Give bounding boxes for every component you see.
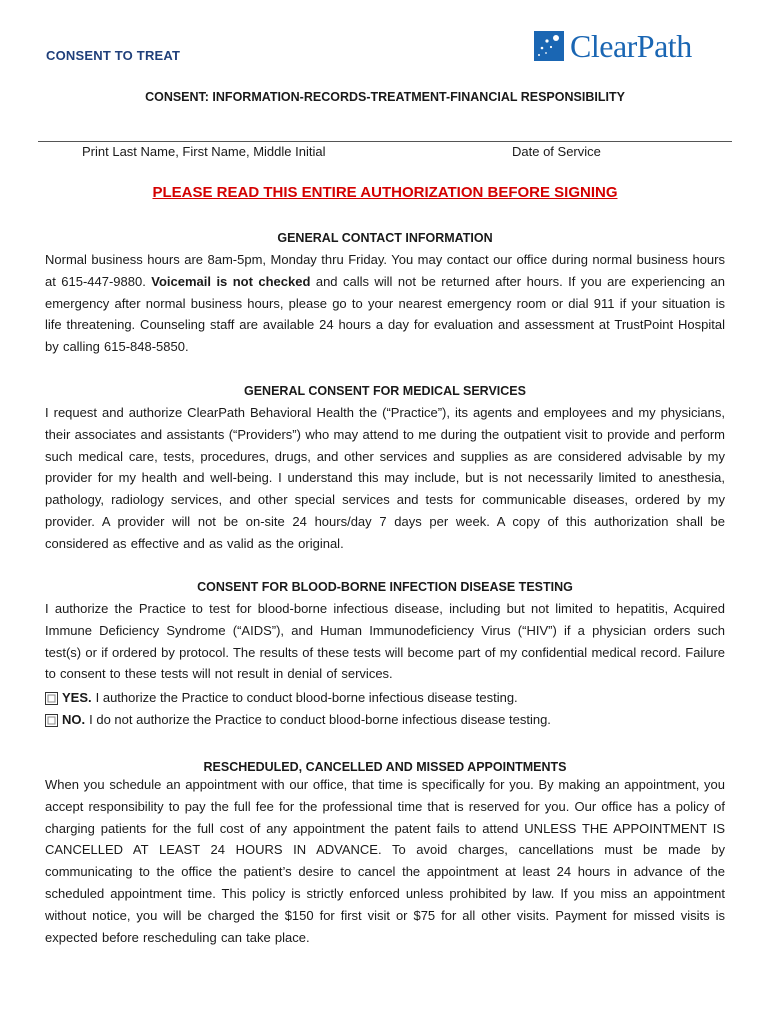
- appointments-section: [45, 760, 725, 948]
- blood-testing-heading: CONSENT FOR BLOOD-BORNE INFECTION DISEASE TESTING: [197, 580, 573, 594]
- blood-testing-section: [45, 580, 725, 731]
- name-field-label: Print Last Name, First Name, Middle Initial: [82, 144, 326, 159]
- form-title: CONSENT TO TREAT: [46, 48, 181, 63]
- medical-section: [45, 384, 725, 555]
- medical-text: I request and authorize ClearPath Behavioral Health the (“Practice”), its agents and employees and my physicians, their associates and assistants (“Providers”) who may attend to me during the outpatient visit to provide and perform such medical care, tests, procedures, drugs, and other services and supplies as are considered advisable by my provider for my health and well-being. I understand this may include, but is not necessarily limited to anesthesia, pathology, radiology services, and other special services and tests for communicable diseases, ordered by my provider. A provider will not be on-site 24 hours/day 7 days per week. A copy of this authorization shall be considered as effective and as valid as the original.: [45, 405, 725, 551]
- logo-text: ClearPath: [570, 28, 692, 64]
- contact-heading: GENERAL CONTACT INFORMATION: [277, 231, 493, 245]
- blood-testing-text: I authorize the Practice to test for blood-borne infectious disease, including but not limited to hepatitis, Acquired Immune Deficiency Syndrome (“AIDS”), and Human Immunodeficiency Virus (“HIV”) if a physician orders such test(s) or if ordered by protocol. The results of these tests will become part of my confidential medical record. Failure to consent to these tests will not result in denial of services.: [45, 601, 725, 682]
- medical-heading: GENERAL CONSENT FOR MEDICAL SERVICES: [244, 384, 526, 398]
- no-option[interactable]: [45, 709, 725, 731]
- yes-option[interactable]: [45, 687, 725, 709]
- no-text: I do not authorize the Practice to conduct blood-borne infectious disease testing.: [89, 712, 551, 728]
- yes-label: YES.: [62, 690, 92, 706]
- date-field-label: Date of Service: [512, 144, 601, 159]
- signature-line[interactable]: [38, 141, 732, 142]
- document-title: CONSENT: INFORMATION-RECORDS-TREATMENT-FINANCIAL RESPONSIBILITY: [145, 90, 625, 104]
- logo-mark-icon: [534, 31, 564, 61]
- appointments-heading: RESCHEDULED, CANCELLED AND MISSED APPOINTMENTS: [203, 760, 567, 774]
- yes-checkbox[interactable]: [45, 692, 58, 705]
- appointments-text: When you schedule an appointment with our office, that time is specifically for you. By making an appointment, you accept responsibility to pay the full fee for the professional time that is reserved for you. Our office has a policy of charging patients for the full cost of any appointment the patent fails to attend UNLESS THE APPOINTMENT IS CANCELLED AT LEAST 24 HOURS IN ADVANCE. To avoid charges, cancellations must be made by communicating to the office the patient’s desire to cancel the appointment at least 24 hours in advance of the scheduled appointment time. This policy is strictly enforced unless prohibited by law. If you miss an appointment without notice, you will be charged the $150 for first visit or $75 for all other visits. Payment for missed visits is expected before rescheduling can take place.: [45, 777, 725, 945]
- no-label: NO.: [62, 712, 86, 728]
- contact-section: [45, 231, 725, 358]
- authorization-warning: PLEASE READ THIS ENTIRE AUTHORIZATION BEFORE SIGNING: [152, 184, 618, 201]
- clearpath-logo: [534, 30, 692, 62]
- no-checkbox[interactable]: [45, 714, 58, 727]
- yes-text: I authorize the Practice to conduct blood-borne infectious disease testing.: [95, 690, 518, 706]
- contact-text: Normal business hours are 8am-5pm, Monday thru Friday. You may contact our office during normal business hours at 615-447-9880. Voicemail is not checked and calls will not be returned after hours. If you are experiencing an emergency after normal business hours, please go to your nearest emergency room or dial 911 if your situation is life threatening. Counseling staff are available 24 hours a day for evaluation and assessment at TrustPoint Hospital by calling 615-848-5850.: [45, 252, 726, 355]
